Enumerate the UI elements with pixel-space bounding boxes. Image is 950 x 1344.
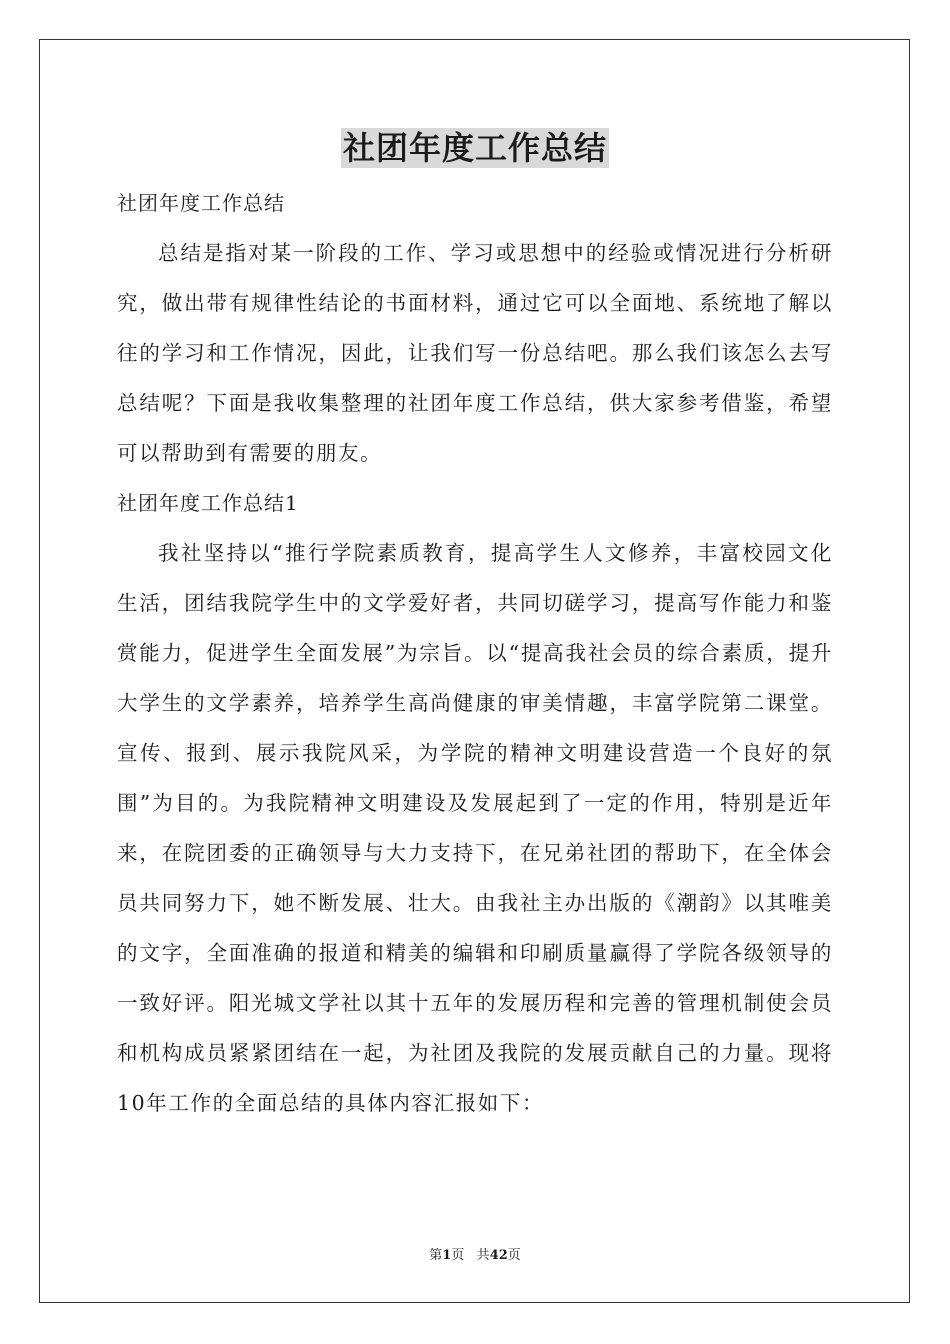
section-heading: 社团年度工作总结1 <box>117 491 299 515</box>
document-subtitle: 社团年度工作总结 <box>117 191 285 215</box>
intro-paragraph: 总结是指对某一阶段的工作、学习或思想中的经验或情况进行分析研究，做出带有规律性结论的书面材料，通过它可以全面地、系统地了解以往的学习和工作情况，因此，让我们写一份总结吧。那么我们该怎么去写总结呢？下面是我收集整理的社团年度工作总结，供大家参考借鉴，希望可以帮助到有需要的朋友。 <box>117 241 833 465</box>
document-body <box>117 178 833 1128</box>
page-footer <box>0 1248 950 1264</box>
title-container <box>0 128 950 168</box>
current-page-number: 1 <box>442 1248 452 1263</box>
footer-total-suffix: 页 <box>507 1248 521 1263</box>
footer-total-prefix: 共 <box>476 1248 490 1263</box>
total-pages-number: 42 <box>489 1248 508 1263</box>
footer-prefix: 第 <box>429 1248 443 1263</box>
footer-page-word: 页 <box>451 1248 465 1263</box>
document-title: 社团年度工作总结 <box>342 129 607 167</box>
section-paragraph: 我社坚持以“推行学院素质教育，提高学生人文修养，丰富校园文化生活，团结我院学生中的文学爱好者，共同切磋学习，提高写作能力和鉴赏能力，促进学生全面发展”为宗旨。以“提高我社会员的综合素质，提升大学生的文学素养，培养学生高尚健康的审美情趣，丰富学院第二课堂。宣传、报到、展示我院风采，为学院的精神文明建设营造一个良好的氛围”为目的。为我院精神文明建设及发展起到了一定的作用，特别是近年来，在院团委的正确领导与大力支持下，在兄弟社团的帮助下，在全体会员共同努力下，她不断发展、壮大。由我社主办出版的《潮韵》以其唯美的文字，全面准确的报道和精美的编辑和印刷质量赢得了学院各级领导的一致好评。阳光城文学社以其十五年的发展历程和完善的管理机制使会员和机构成员紧紧团结在一起，为社团及我院的发展贡献自己的力量。现将10年工作的全面总结的具体内容汇报如下： <box>117 541 833 1115</box>
